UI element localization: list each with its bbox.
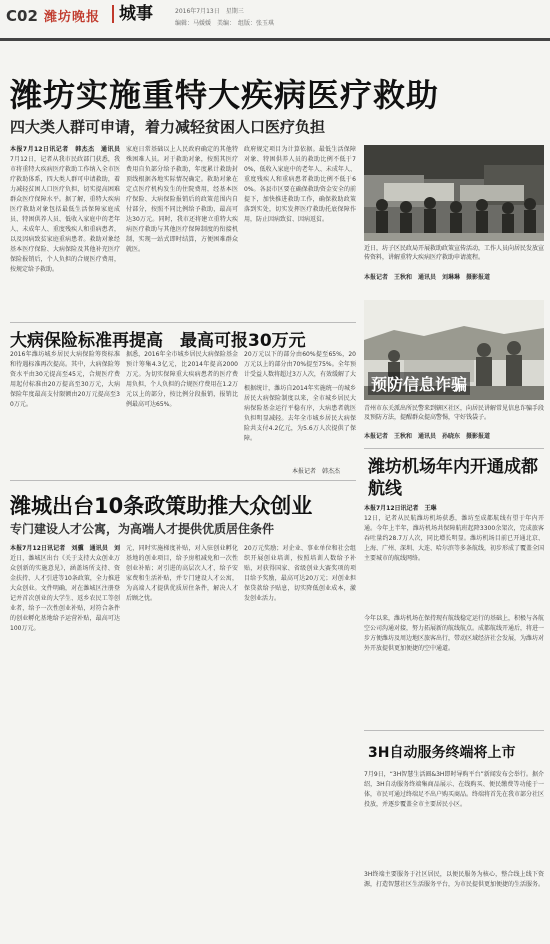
story-5-headline: 3H自动服务终端将上市 (368, 745, 516, 761)
lead-body-col3: 政府规定项目为计算依据。最低生活保障对象、特困供养人员的救助比例不低于70%，低收入家庭中的老年人、未成年人、重度残疾人和重病患者救助比例不低于60%。各县市区要在确保救助资金安全的前提下，加快推进救助工作，确保救助政策落到实处，切实发挥医疗救助托底保障作用，防止因病致贫、因病返贫。 (244, 146, 356, 223)
date-line: 2016年7月13日 星期三 (175, 8, 244, 15)
page-number: C02 (6, 7, 38, 25)
story-2-col1: 2016年潍坊城乡居民大病保险筹资标准和待遇标准再次提高。其中，大病保险筹资水平由30元提高至45元，合规医疗费用起付标准由20万提高至30万元，大病保险年度最高支付限额由20万元提高至30万元。 (10, 351, 120, 408)
story-3-subheadline: 专门建设人才公寓，为高端人才提供优质居住条件 (10, 522, 275, 536)
lead-subheadline: 四大类人群可申请，着力减轻贫困人口医疗负担 (10, 118, 326, 136)
story-3-byline: 本报7月12日讯记者 刘骥 通讯员 刘 (10, 545, 120, 552)
story-5-para1: 7月9日，“3H智慧生活圈&3H即时导购平台”新闻发布会举行。据介绍，3H自动服务终端集商品展示、在线购买、便民缴费等功能于一体，市民可通过终端足不出户购买商品。终端将首先在我市部分社区投放，并逐步覆盖全市主要居民小区。 (364, 771, 544, 808)
story-4-para2: 今年以来，潍坊机场在保持现有航线稳定运行的基础上，积极与各航空公司沟通对接，努力拓展新的航线航点。成都航线开通后，将进一步方便潍坊及周边地区旅客出行，带动区域经济社会发展，为潍坊对外开放提供更加便捷的空中通道。 (364, 615, 544, 652)
divider (364, 730, 544, 731)
paper-logo: 潍坊晚报 (44, 10, 101, 25)
page-header (0, 0, 550, 44)
photo-community-outreach (364, 145, 544, 241)
photo-2-caption: 青州市东关派出所民警来到辖区社区，向居民讲解常见信息诈骗手段及预防方法，提醒群众提高警惕，守好钱袋子。 (364, 405, 544, 421)
divider (10, 480, 356, 481)
lead-body-col2: 家庭日常基础以上人民政府确定的其他特殊困难人员。对于救助对象，按照其医疗费用自负部分给予救助，年度累计救助封顶线根据各地实际情况确定。救助对象在定点医疗机构发生的住院费用，经基本医疗保险、大病保险报销后的政策范围内自付部分，按照不同比例给予救助，最高可达30万元。同时，我市还将建立重特大疾病医疗救助与其他医疗保障制度的衔接机制，实现一站式即时结算，方便困难群众就医。 (126, 146, 238, 253)
lead-headline: 潍坊实施重特大疾病医疗救助 (10, 76, 440, 114)
outreach-photo-image (364, 145, 544, 241)
story-2-col3a: 20万元以下的部分由60%提至65%，20万元以上的部分由70%提至75%。全年预计受益人数将超过3万人次，有效缓解了大 (244, 351, 356, 378)
lead-byline: 本报7月12日讯记者 韩杰杰 通讯员 (10, 146, 120, 153)
section-title: 城事 (112, 5, 153, 23)
photo-2-overlay-title: 预防信息诈骗 (368, 372, 470, 395)
divider (364, 448, 544, 449)
story-2-signature: 本报记者 韩杰杰 (292, 468, 341, 475)
story-3-headline: 潍城出台10条政策助推大众创业 (10, 494, 313, 518)
story-3-col1: 近日，潍城区出台《关于支持大众创业万众创新的实施意见》，涵盖场所支持、资金扶持、人才引进等10条政策，全力推进大众创业。文件明确，对在潍城区注册登记并首次创业的大学生、返乡农民工等创业者，给予一次性创业补贴，对符合条件的创业孵化基地给予运营补贴，最高可达100万元。 (10, 555, 120, 632)
lead-body-col1: 7月12日，记者从我市民政部门获悉，我市将重特大疾病医疗救助工作纳入全市医疗救助体系，四大类人群可申请救助，着力减轻贫困人口医疗负担，切实提高困难群众医疗保障水平。据了解，重特大疾病医疗救助对象包括最低生活保障家庭成员、特困供养人员、低收入家庭中的老年人、未成年人、重度残疾人和重病患者，以及因病致贫家庭重病患者。救助对象经基本医疗保险、大病保险及其他补充医疗保险报销后，个人负担的合规医疗费用，按规定给予救助。 (10, 156, 120, 273)
story-4-byline: 本报7月12日讯记者 王琳 (364, 505, 437, 512)
photo-1-credit: 本报记者 王秋和 通讯员 刘琳琳 摄影报道 (364, 274, 491, 281)
story-3-col2: 元，同时实施梯度补贴，对入驻创业孵化基地的创业项目，给予房租减免和一次性创业补贴；对引进的高层次人才，给予安家费和生活补贴，并专门建设人才公寓，为高端人才提供优质居住条件，解决人才后顾之忧。 (126, 545, 238, 602)
photo-1-caption: 近日，坊子区民政局开展救助政策宣传活动，工作人员向居民发放宣传资料，讲解重特大疾病医疗救助申请流程。 (364, 245, 544, 261)
story-4-para1: 12日，记者从民航潍坊机场获悉，潍坊至成都航线有望于年内开通。今年上半年，潍坊机场共保障航班起降3300余架次，完成旅客吞吐量约28.7万人次，同比增长明显。潍坊机场目前已开通北京、上海、广州、深圳、大连、哈尔滨等多条航线，初步形成了覆盖全国主要城市的航线网络。 (364, 515, 544, 562)
photo-2-credit: 本报记者 王秋和 通讯员 孙晓东 摄影报道 (364, 433, 491, 440)
story-2-headline: 大病保险标准再提高 最高可报30万元 (10, 331, 306, 351)
story-4-headline: 潍坊机场年内开通成都航线 (368, 457, 538, 499)
header-rule (0, 38, 550, 41)
story-2-col3b: 根据统计，潍坊自2014年实施统一的城乡居民大病保险制度以来，全市城乡居民大病保险基金运行平稳有序，大病患者就医负担明显减轻。去年全市城乡居民大病保险共支付4.2亿元，为5.6万人次提供了保障。 (244, 385, 356, 442)
story-2-col2: 据悉，2016年全市城乡居民大病保险基金预计筹集4.3亿元，比2014年提高2000万元。为切实保障重大疾病患者的医疗费用负担，个人负担的合规医疗费用在1.2万元以上的部分，按比例分段报销，报销比例最高可达65%。 (126, 351, 238, 408)
divider (10, 322, 356, 323)
staff-line: 编辑：马媛媛 美编： 组版：张玉琪 (175, 20, 275, 27)
story-3-col3: 20万元奖励；对企业、事业单位和社会组织开展创业培训，按照培训人数给予补贴，对获得国家、省级创业大赛奖项的项目给予奖励，最高可达20万元；对创业担保贷款给予贴息，切实降低创业成本，激发创业活力。 (244, 545, 356, 602)
story-5-para2: 3H终端主要服务于社区居民，以便民服务为核心，整合线上线下资源，打造智慧社区生活服务平台，为市民提供更加便捷的生活服务。 (364, 871, 544, 888)
